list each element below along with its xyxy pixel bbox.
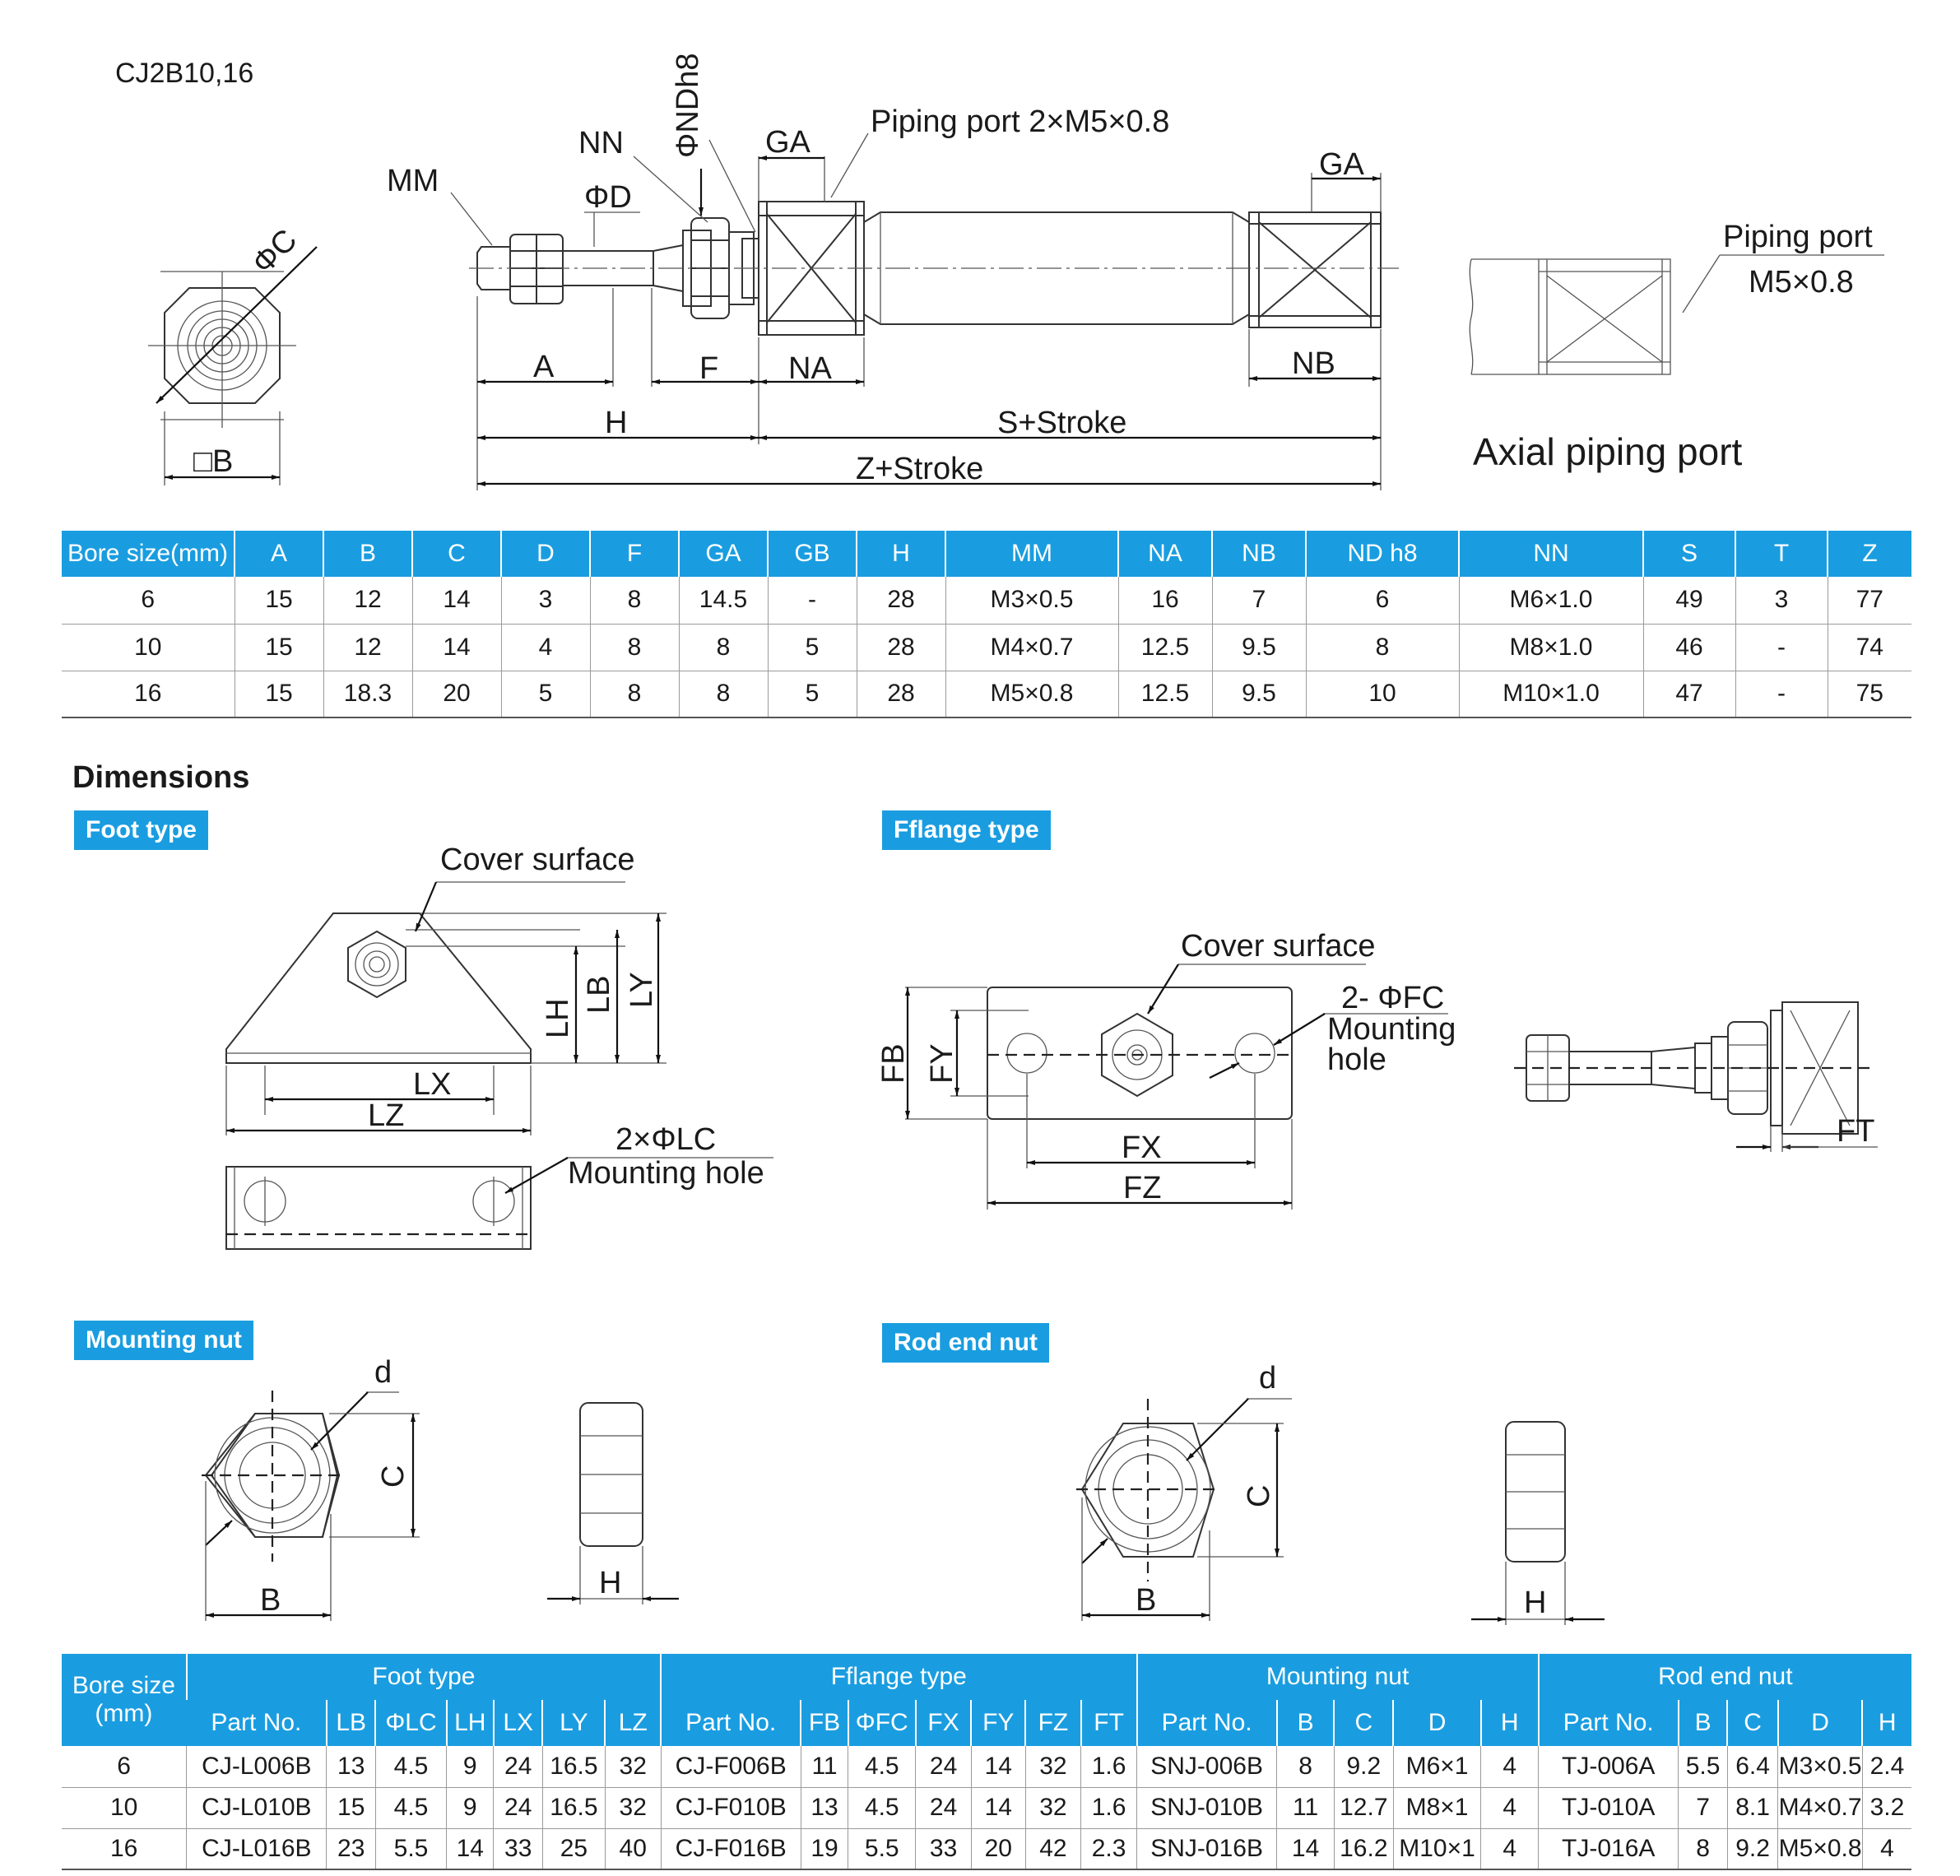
table-cell: SNJ-016B [1137, 1828, 1277, 1869]
table-cell: 11 [1277, 1787, 1335, 1828]
rod-nut-b-label: B [1136, 1583, 1157, 1618]
table-cell: 32 [1025, 1746, 1081, 1787]
table-cell: 4.5 [848, 1746, 916, 1787]
mount-nut-h-label: H [599, 1566, 622, 1600]
table-cell: 6 [62, 1746, 187, 1787]
table-cell: M10×1.0 [1459, 671, 1643, 717]
table-cell: 3 [501, 577, 590, 624]
col-bore-size: Bore size (mm) [62, 1654, 187, 1746]
table-cell: TJ-006A [1539, 1746, 1679, 1787]
table-cell: 4 [1481, 1746, 1539, 1787]
piping-port-side-label-1: Piping port [1723, 220, 1873, 254]
table-cell: 8 [1277, 1746, 1335, 1787]
table-cell: M5×0.8 [1778, 1828, 1863, 1869]
table-cell: 11 [801, 1746, 848, 1787]
table-cell: 7 [1679, 1787, 1727, 1828]
table-cell: 40 [605, 1828, 661, 1869]
table-cell: CJ-F010B [661, 1787, 801, 1828]
table-cell: 4.5 [375, 1787, 446, 1828]
col-mm: MM [945, 531, 1118, 577]
table-cell: 24 [494, 1787, 542, 1828]
col-b: B [323, 531, 412, 577]
table-cell: 15 [327, 1787, 375, 1828]
table-row [62, 1746, 1911, 1787]
table-cell: M3×0.5 [945, 577, 1118, 624]
table-cell: 6 [62, 577, 235, 624]
table-cell: 16 [62, 1828, 187, 1869]
table-cell: SNJ-010B [1137, 1787, 1277, 1828]
table-cell: 75 [1828, 671, 1911, 717]
table-cell: 14 [1277, 1828, 1335, 1869]
table-cell: CJ-L010B [187, 1787, 327, 1828]
bore-size-table [62, 531, 1911, 718]
table-cell: 8 [590, 577, 679, 624]
col-lb: LB [327, 1700, 375, 1746]
table-row [62, 577, 1911, 624]
table-cell: CJ-F006B [661, 1746, 801, 1787]
table-cell: 15 [235, 671, 323, 717]
rod-nut-c-label: C [1242, 1484, 1276, 1507]
col-rod-nut-h: H [1862, 1700, 1911, 1746]
col-foot-part-no: Part No. [187, 1700, 327, 1746]
nn-label: NN [578, 126, 624, 160]
table-cell: 10 [62, 624, 235, 671]
group-mounting-nut: Mounting nut [1137, 1654, 1539, 1700]
table-cell: 33 [494, 1828, 542, 1869]
col-lh: LH [447, 1700, 494, 1746]
rod-end-nut-drawing [1037, 1361, 1942, 1646]
axial-piping-port-label: Axial piping port [1473, 430, 1743, 473]
table-cell: 4.5 [848, 1787, 916, 1828]
table-cell: 14.5 [679, 577, 768, 624]
table-cell: 14 [971, 1787, 1025, 1828]
square-b-label: □B [193, 444, 234, 479]
lz-label: LZ [368, 1098, 405, 1133]
accessories-table [62, 1654, 1911, 1870]
col-fz: FZ [1025, 1700, 1081, 1746]
table-cell: M8×1 [1393, 1787, 1481, 1828]
ft-label: FT [1837, 1114, 1875, 1149]
mount-nut-d-label: d [374, 1355, 392, 1390]
col-phi-fc: ΦFC [848, 1700, 916, 1746]
col-phi-lc: ΦLC [375, 1700, 446, 1746]
table-cell: SNJ-006B [1137, 1746, 1277, 1787]
flange-mount-label-1: Mounting [1327, 1012, 1456, 1047]
table-cell: 6 [1306, 577, 1459, 624]
table-cell: 8 [590, 624, 679, 671]
na-label: NA [788, 351, 832, 386]
col-lx: LX [494, 1700, 542, 1746]
table-cell: 9.2 [1727, 1828, 1778, 1869]
bore-table-header-row [62, 531, 1911, 577]
end-view [148, 223, 317, 485]
table-cell: 4.5 [375, 1746, 446, 1787]
table-cell: 15 [235, 577, 323, 624]
mm-label: MM [387, 164, 439, 198]
table-cell: 7 [1212, 577, 1306, 624]
fy-label: FY [925, 1043, 959, 1084]
table-cell: 5.5 [848, 1828, 916, 1869]
table-cell: 42 [1025, 1828, 1081, 1869]
table-cell: 28 [857, 624, 945, 671]
table-cell: M6×1.0 [1459, 577, 1643, 624]
col-fx: FX [916, 1700, 972, 1746]
table-cell: 12 [323, 577, 412, 624]
table-cell: 3.2 [1862, 1787, 1911, 1828]
col-gb: GB [768, 531, 857, 577]
table-cell: 24 [916, 1746, 972, 1787]
table-cell: CJ-L016B [187, 1828, 327, 1869]
col-mount-nut-b: B [1277, 1700, 1335, 1746]
table-cell: M10×1 [1393, 1828, 1481, 1869]
table-cell: 28 [857, 671, 945, 717]
table-cell: 49 [1643, 577, 1735, 624]
mount-nut-c-label: C [376, 1465, 411, 1488]
col-mount-nut-d: D [1393, 1700, 1481, 1746]
table-cell: 18.3 [323, 671, 412, 717]
nb-label: NB [1292, 346, 1335, 381]
table-cell: - [768, 577, 857, 624]
group-foot-type: Foot type [187, 1654, 661, 1700]
table-cell: 19 [801, 1828, 848, 1869]
col-nn: NN [1459, 531, 1643, 577]
table-cell: 28 [857, 577, 945, 624]
table-cell: 8 [679, 624, 768, 671]
lh-label: LH [541, 998, 575, 1038]
table-cell: 8 [679, 671, 768, 717]
col-s: S [1643, 531, 1735, 577]
table-cell: 4 [1481, 1787, 1539, 1828]
table-cell: 9 [447, 1787, 494, 1828]
col-flange-part-no: Part No. [661, 1700, 801, 1746]
col-h: H [857, 531, 945, 577]
col-rod-nut-d: D [1778, 1700, 1863, 1746]
table-cell: 14 [971, 1746, 1025, 1787]
table-cell: 8 [1679, 1828, 1727, 1869]
table-cell: 10 [62, 1787, 187, 1828]
acc-table-subheader-row [62, 1700, 1911, 1746]
table-cell: 24 [916, 1787, 972, 1828]
mounting-nut-drawing [165, 1355, 905, 1637]
table-cell: M6×1 [1393, 1746, 1481, 1787]
foot-type-drawing [0, 843, 823, 1275]
a-label: A [533, 350, 555, 384]
main-cylinder-drawing [0, 0, 1960, 510]
table-cell: 16.5 [542, 1787, 605, 1828]
lb-label: LB [582, 975, 616, 1014]
ga-right-label: GA [1319, 147, 1364, 182]
f-label: F [699, 351, 719, 386]
col-rod-nut-b: B [1679, 1700, 1727, 1746]
table-cell: 4 [1481, 1828, 1539, 1869]
dimensions-heading: Dimensions [72, 760, 250, 795]
table-cell: TJ-016A [1539, 1828, 1679, 1869]
table-cell: 14 [412, 577, 501, 624]
table-cell: 24 [494, 1746, 542, 1787]
col-mount-nut-h: H [1481, 1700, 1539, 1746]
table-cell: 8 [1306, 624, 1459, 671]
piping-port-side-label-2: M5×0.8 [1749, 265, 1854, 300]
col-bore-size: Bore size(mm) [62, 531, 235, 577]
table-cell: 6.4 [1727, 1746, 1778, 1787]
fc-label: 2- ΦFC [1341, 981, 1445, 1015]
flange-type-drawing [872, 913, 1942, 1292]
table-cell: 25 [542, 1828, 605, 1869]
col-z: Z [1828, 531, 1911, 577]
foot-type-badge: Foot type [74, 810, 208, 850]
table-cell: 14 [447, 1828, 494, 1869]
table-cell: - [1735, 671, 1828, 717]
table-cell: 16.2 [1334, 1828, 1393, 1869]
table-cell: 9.5 [1212, 671, 1306, 717]
flange-type-badge: Fflange type [882, 810, 1051, 850]
table-cell: 16.5 [542, 1746, 605, 1787]
table-cell: CJ-F016B [661, 1828, 801, 1869]
table-cell: 10 [1306, 671, 1459, 717]
rod-nut-d-label: d [1259, 1361, 1277, 1395]
table-cell: M5×0.8 [945, 671, 1118, 717]
flange-side-view [1514, 1002, 1876, 1134]
piping-port-top-label: Piping port 2×M5×0.8 [871, 104, 1170, 139]
table-cell: 12.5 [1118, 624, 1212, 671]
table-cell: M8×1.0 [1459, 624, 1643, 671]
phi-c-label: ΦC [245, 222, 304, 281]
table-cell: 3 [1735, 577, 1828, 624]
col-t: T [1735, 531, 1828, 577]
table-cell: 47 [1643, 671, 1735, 717]
table-cell: 16 [1118, 577, 1212, 624]
table-cell: 5 [768, 671, 857, 717]
fz-label: FZ [1123, 1171, 1162, 1205]
table-cell: 13 [801, 1787, 848, 1828]
table-cell: 77 [1828, 577, 1911, 624]
table-cell: 8.1 [1727, 1787, 1778, 1828]
foot-mount-hole-label: Mounting hole [568, 1156, 764, 1191]
table-cell: 12 [323, 624, 412, 671]
table-row [62, 671, 1911, 717]
table-cell: 4 [501, 624, 590, 671]
phi-ndh8-label: ΦNDh8 [671, 53, 705, 158]
table-cell: M3×0.5 [1778, 1746, 1863, 1787]
table-cell: 20 [412, 671, 501, 717]
table-cell: 46 [1643, 624, 1735, 671]
table-cell: 12.5 [1118, 671, 1212, 717]
col-ft: FT [1081, 1700, 1137, 1746]
table-row [62, 624, 1911, 671]
ly-label: LY [625, 972, 659, 1008]
lc-label: 2×ΦLC [615, 1122, 717, 1157]
table-cell: M4×0.7 [945, 624, 1118, 671]
table-cell: 9 [447, 1746, 494, 1787]
lx-label: LX [413, 1067, 452, 1102]
table-row [62, 1828, 1911, 1869]
col-f: F [590, 531, 679, 577]
col-fb: FB [801, 1700, 848, 1746]
table-cell: 15 [235, 624, 323, 671]
table-cell: 16 [62, 671, 235, 717]
table-cell: TJ-010A [1539, 1787, 1679, 1828]
table-row [62, 1787, 1911, 1828]
ga-left-label: GA [765, 125, 810, 160]
s-stroke-label: S+Stroke [997, 406, 1127, 440]
table-cell: 32 [1025, 1787, 1081, 1828]
phi-d-label: ΦD [584, 180, 632, 215]
z-stroke-label: Z+Stroke [856, 452, 984, 486]
table-cell: 5.5 [1679, 1746, 1727, 1787]
table-cell: 5.5 [375, 1828, 446, 1869]
col-nb: NB [1212, 531, 1306, 577]
col-rod-nut-part-no: Part No. [1539, 1700, 1679, 1746]
table-cell: 74 [1828, 624, 1911, 671]
table-cell: 1.6 [1081, 1746, 1137, 1787]
fx-label: FX [1122, 1131, 1162, 1165]
col-c: C [412, 531, 501, 577]
mounting-nut-badge: Mounting nut [74, 1321, 253, 1360]
col-d: D [501, 531, 590, 577]
col-mount-nut-part-no: Part No. [1137, 1700, 1277, 1746]
table-cell: 32 [605, 1746, 661, 1787]
table-cell: M4×0.7 [1778, 1787, 1863, 1828]
col-ly: LY [542, 1700, 605, 1746]
table-cell: 20 [971, 1828, 1025, 1869]
table-cell: 13 [327, 1746, 375, 1787]
table-cell: 12.7 [1334, 1787, 1393, 1828]
col-a: A [235, 531, 323, 577]
group-flange-type: Fflange type [661, 1654, 1136, 1700]
table-cell: 8 [590, 671, 679, 717]
table-cell: 9.2 [1334, 1746, 1393, 1787]
table-cell: 33 [916, 1828, 972, 1869]
acc-table-group-row [62, 1654, 1911, 1700]
table-cell: CJ-L006B [187, 1746, 327, 1787]
fb-label: FB [876, 1043, 911, 1084]
table-cell: 4 [1862, 1828, 1911, 1869]
table-cell: 5 [501, 671, 590, 717]
flange-mount-label-2: hole [1327, 1042, 1386, 1077]
col-na: NA [1118, 531, 1212, 577]
table-cell: 2.4 [1862, 1746, 1911, 1787]
col-mount-nut-c: C [1334, 1700, 1393, 1746]
cylinder-side-view [469, 202, 1399, 335]
table-cell: 14 [412, 624, 501, 671]
model-title: CJ2B10,16 [115, 58, 254, 89]
rod-end-nut-badge: Rod end nut [882, 1323, 1049, 1363]
col-rod-nut-c: C [1727, 1700, 1778, 1746]
col-lz: LZ [605, 1700, 661, 1746]
foot-cover-surface-label: Cover surface [440, 843, 635, 877]
group-rod-end-nut: Rod end nut [1539, 1654, 1911, 1700]
table-cell: 2.3 [1081, 1828, 1137, 1869]
table-cell: - [1735, 624, 1828, 671]
table-cell: 5 [768, 624, 857, 671]
rod-nut-h-label: H [1524, 1586, 1547, 1620]
table-cell: 32 [605, 1787, 661, 1828]
flange-cover-surface-label: Cover surface [1181, 929, 1376, 964]
mount-nut-b-label: B [260, 1583, 281, 1618]
table-cell: 23 [327, 1828, 375, 1869]
col-nd-h8: ND h8 [1306, 531, 1459, 577]
h-label: H [605, 406, 628, 440]
table-cell: 1.6 [1081, 1787, 1137, 1828]
col-ga: GA [679, 531, 768, 577]
table-cell: 9.5 [1212, 624, 1306, 671]
col-fy: FY [971, 1700, 1025, 1746]
